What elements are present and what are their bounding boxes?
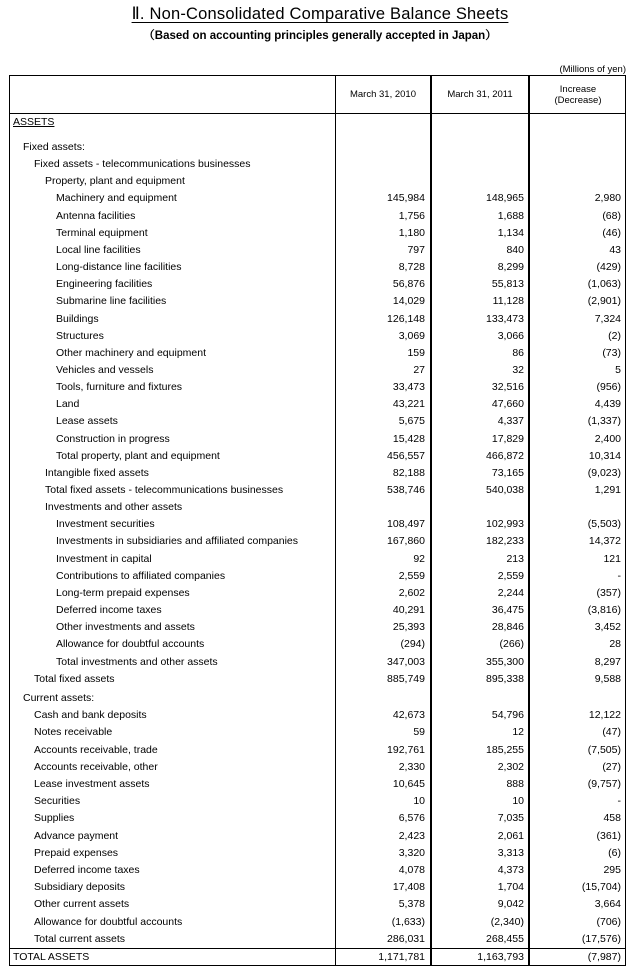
- row-label: Long-term prepaid expenses: [56, 586, 190, 599]
- value-2010: 17,408: [392, 881, 425, 894]
- value-2011: 11,128: [492, 295, 524, 308]
- column-header-change-line1: Increase: [559, 83, 597, 95]
- row-label: Contributions to affiliated companies: [56, 569, 226, 582]
- value-2011: 73,165: [491, 466, 524, 479]
- value-2011: 32: [512, 363, 524, 376]
- row-label: Fixed assets - telecommunications businesses: [34, 158, 251, 171]
- value-2011: 888: [506, 778, 524, 790]
- value-2011: 182,233: [486, 535, 524, 548]
- value-2011: 55,813: [491, 278, 524, 291]
- value-2010: 43,221: [392, 398, 425, 411]
- table-row: [10, 448, 625, 465]
- value-2010: 14,029: [392, 295, 425, 308]
- value-2010: 10,645: [392, 778, 425, 790]
- value-2011: 17,829: [491, 432, 524, 445]
- value-2010: 27: [413, 363, 425, 376]
- table-row: [10, 690, 625, 707]
- table-row: [10, 568, 625, 585]
- value-2011: 1,688: [497, 209, 524, 222]
- value-2011: 54,796: [491, 709, 524, 722]
- value-2010: 2,330: [398, 760, 425, 773]
- value-2011: 9,042: [497, 898, 524, 911]
- value-2011: 3,066: [497, 329, 524, 342]
- table-row: [10, 482, 625, 499]
- value-change: (1,337): [587, 415, 621, 428]
- table-row: [10, 862, 625, 879]
- balance-sheet-table: [9, 75, 626, 966]
- value-2011: 7,035: [497, 812, 524, 825]
- table-row: [10, 654, 625, 671]
- value-2011: 12: [512, 726, 524, 739]
- row-label: Deferred income taxes: [56, 604, 162, 617]
- page-subtitle: （Based on accounting principles generally accepted in Japan）: [143, 30, 497, 42]
- value-change: 14,372: [588, 535, 621, 548]
- value-change: 43: [609, 243, 621, 256]
- value-2010: 8,728: [398, 261, 425, 274]
- value-2010: 5,378: [398, 898, 425, 911]
- value-2011: 86: [512, 346, 524, 359]
- table-row: [10, 190, 625, 207]
- row-label: Vehicles and vessels: [56, 363, 154, 376]
- table-row: [10, 276, 625, 293]
- value-2011: 32,516: [491, 381, 524, 394]
- table-row: [10, 671, 625, 688]
- value-change: 5: [615, 363, 621, 376]
- row-label: Allowance for doubtful accounts: [34, 915, 183, 928]
- value-2011: 2,559: [497, 569, 524, 582]
- table-row: [10, 845, 625, 862]
- table-row: [10, 914, 625, 931]
- value-2010: 1,171,781: [378, 951, 425, 963]
- value-change: 295: [603, 864, 621, 876]
- value-2010: 25,393: [392, 621, 425, 634]
- column-header-2011: March 31, 2011: [447, 89, 513, 100]
- value-2010: 33,473: [392, 381, 425, 394]
- value-2010: 59: [413, 726, 425, 739]
- value-change: (47): [602, 726, 621, 739]
- value-change: 3,452: [594, 621, 621, 634]
- value-2010: 2,602: [398, 586, 425, 599]
- value-2010: 159: [407, 346, 425, 359]
- value-change: -: [617, 569, 621, 582]
- value-2011: 2,302: [497, 760, 524, 773]
- row-label: Investments and other assets: [45, 501, 183, 514]
- row-label: Total fixed assets: [34, 672, 115, 685]
- value-change: (73): [602, 346, 621, 359]
- value-change: 458: [603, 812, 621, 825]
- row-label: Accounts receivable, trade: [34, 743, 158, 756]
- value-2010: 92: [413, 552, 425, 565]
- table-row: [10, 345, 625, 362]
- row-label: Lease assets: [56, 415, 118, 428]
- table-row: [10, 362, 625, 379]
- value-2011: 133,473: [486, 312, 524, 325]
- value-change: 28: [609, 638, 621, 651]
- value-change: 2,980: [594, 192, 621, 205]
- column-header-2010: March 31, 2010: [349, 89, 416, 100]
- table-row: [10, 431, 625, 448]
- value-2011: 148,965: [486, 192, 524, 205]
- value-2010: 192,761: [387, 743, 425, 756]
- row-label: Submarine line facilities: [56, 295, 167, 308]
- row-label: Engineering facilities: [56, 278, 153, 291]
- value-2010: 885,749: [387, 672, 425, 685]
- table-row: [10, 139, 625, 156]
- row-label: Accounts receivable, other: [34, 760, 158, 773]
- row-label: Subsidiary deposits: [34, 881, 126, 894]
- value-2011: 1,134: [497, 226, 524, 239]
- table-row: [10, 328, 625, 345]
- table-row: [10, 551, 625, 568]
- row-label: TOTAL ASSETS: [13, 951, 90, 963]
- table-row: [10, 225, 625, 242]
- table-row: [10, 311, 625, 328]
- value-2010: 126,148: [387, 312, 425, 325]
- value-change: (6): [608, 846, 621, 859]
- value-2011: 185,255: [486, 743, 524, 756]
- value-2011: 4,373: [497, 864, 524, 876]
- value-change: (17,576): [581, 932, 621, 945]
- value-2010: 82,188: [392, 466, 425, 479]
- row-label: Structures: [56, 329, 104, 342]
- row-label: Advance payment: [34, 829, 119, 842]
- value-2010: 1,180: [398, 226, 425, 239]
- value-change: 121: [603, 552, 621, 565]
- value-2011: 10: [512, 795, 524, 808]
- value-2010: 1,756: [398, 209, 425, 222]
- table-row: [10, 602, 625, 619]
- row-label: Construction in progress: [56, 432, 170, 445]
- value-2011: 1,163,793: [477, 951, 524, 963]
- value-2010: 456,557: [387, 449, 425, 462]
- value-2010: 538,746: [387, 484, 425, 496]
- value-2010: 2,559: [398, 569, 425, 582]
- value-2010: 40,291: [392, 604, 425, 617]
- row-label: Current assets:: [23, 692, 95, 704]
- column-header-change: [530, 76, 626, 113]
- value-2011: (2,340): [490, 915, 524, 928]
- value-2011: 355,300: [486, 655, 524, 668]
- table-row: [10, 114, 625, 131]
- value-change: (7,505): [587, 743, 621, 756]
- table-row: [10, 516, 625, 533]
- table-row: [10, 585, 625, 602]
- value-change: (5,503): [587, 518, 621, 531]
- value-2011: 36,475: [491, 604, 524, 617]
- value-change: (1,063): [587, 278, 621, 291]
- row-label: Intangible fixed assets: [45, 466, 149, 479]
- value-change: 8,297: [594, 655, 621, 668]
- table-row: [10, 396, 625, 413]
- row-label: Total current assets: [34, 932, 126, 945]
- row-label: Tools, furniture and fixtures: [56, 381, 183, 394]
- value-2010: 167,860: [387, 535, 425, 548]
- value-2011: 102,993: [486, 518, 524, 531]
- row-label: Antenna facilities: [56, 209, 136, 222]
- value-change: 12,122: [588, 709, 621, 722]
- table-row: [10, 724, 625, 741]
- value-2011: 28,846: [491, 621, 524, 634]
- value-2010: 3,069: [398, 329, 425, 342]
- value-change: 1,291: [594, 484, 621, 496]
- value-2010: (294): [400, 638, 425, 651]
- value-change: 4,439: [594, 398, 621, 411]
- value-change: (2): [608, 329, 621, 342]
- table-row: [10, 533, 625, 550]
- row-label: Prepaid expenses: [34, 846, 119, 859]
- value-2011: 4,337: [497, 415, 524, 428]
- value-2010: 56,876: [392, 278, 425, 291]
- value-change: (361): [596, 829, 621, 842]
- table-row: [10, 776, 625, 793]
- value-2010: 5,675: [398, 415, 425, 428]
- value-change: (706): [596, 915, 621, 928]
- page-title: Ⅱ. Non-Consolidated Comparative Balance Sheets: [131, 5, 509, 23]
- row-label: Local line facilities: [56, 243, 141, 256]
- table-row: [10, 413, 625, 430]
- table-row: [10, 742, 625, 759]
- value-2010: (1,633): [391, 915, 425, 928]
- value-change: (15,704): [581, 881, 621, 894]
- table-row: [10, 759, 625, 776]
- table-row: [10, 465, 625, 482]
- value-2010: 347,003: [387, 655, 425, 668]
- table-row: [10, 156, 625, 173]
- value-2010: 2,423: [398, 829, 425, 842]
- table-row: [10, 793, 625, 810]
- value-2010: 6,576: [398, 812, 425, 825]
- row-label: Other current assets: [34, 898, 130, 911]
- value-change: (9,023): [587, 466, 621, 479]
- value-change: 9,588: [594, 672, 621, 685]
- value-change: (27): [602, 760, 621, 773]
- row-label: Allowance for doubtful accounts: [56, 638, 205, 651]
- row-label: Other machinery and equipment: [56, 346, 206, 359]
- value-2010: 4,078: [398, 864, 425, 876]
- value-change: 2,400: [594, 432, 621, 445]
- value-2011: 3,313: [497, 846, 524, 859]
- value-2011: 895,338: [486, 672, 524, 685]
- value-change: (9,757): [587, 778, 621, 790]
- row-label: Supplies: [34, 812, 75, 825]
- value-change: 10,314: [588, 449, 621, 462]
- row-label: Cash and bank deposits: [34, 709, 147, 722]
- row-label: ASSETS: [13, 116, 55, 128]
- row-label: Other investments and assets: [56, 621, 195, 634]
- table-row: [10, 208, 625, 225]
- table-row: [10, 259, 625, 276]
- value-change: (68): [602, 209, 621, 222]
- row-label: Investment securities: [56, 518, 155, 531]
- value-change: (2,901): [587, 295, 621, 308]
- value-2011: 268,455: [486, 932, 524, 945]
- row-label: Fixed assets:: [23, 141, 85, 153]
- table-row: [10, 896, 625, 913]
- value-change: (429): [596, 261, 621, 274]
- value-2010: 145,984: [387, 192, 425, 205]
- value-2010: 286,031: [387, 932, 425, 945]
- table-row: [10, 828, 625, 845]
- table-row: [10, 931, 625, 948]
- table-row: [10, 379, 625, 396]
- value-2010: 10: [413, 795, 425, 808]
- value-2011: (266): [499, 638, 524, 651]
- row-label: Lease investment assets: [34, 778, 150, 790]
- row-label: Total fixed assets - telecommunications businesses: [45, 484, 284, 496]
- value-2011: 2,244: [497, 586, 524, 599]
- value-change: (357): [596, 586, 621, 599]
- table-row: [10, 879, 625, 896]
- value-change: (956): [596, 381, 621, 394]
- row-label: Notes receivable: [34, 726, 113, 739]
- value-2011: 8,299: [497, 261, 524, 274]
- table-row: [10, 949, 625, 966]
- row-label: Buildings: [56, 312, 99, 325]
- value-2011: 840: [506, 243, 524, 256]
- value-change: (46): [602, 226, 621, 239]
- value-2011: 1,704: [497, 881, 524, 894]
- value-2010: 108,497: [387, 518, 425, 531]
- row-label: Investment in capital: [56, 552, 152, 565]
- value-2010: 797: [407, 243, 425, 256]
- row-label: Total investments and other assets: [56, 655, 218, 668]
- value-change: (3,816): [587, 604, 621, 617]
- value-change: 7,324: [594, 312, 621, 325]
- column-header-change-line2: (Decrease): [554, 94, 602, 106]
- table-row: [10, 707, 625, 724]
- value-change: 3,664: [594, 898, 621, 911]
- table-row: [10, 293, 625, 310]
- value-2010: 3,320: [398, 846, 425, 859]
- value-2011: 47,660: [491, 398, 524, 411]
- value-2011: 540,038: [486, 484, 524, 496]
- row-label: Property, plant and equipment: [45, 175, 185, 188]
- value-change: -: [617, 795, 621, 808]
- value-2011: 213: [506, 552, 524, 565]
- row-label: Land: [56, 398, 80, 411]
- value-2011: 466,872: [486, 449, 524, 462]
- table-row: [10, 636, 625, 653]
- row-label: Terminal equipment: [56, 226, 148, 239]
- table-row: [10, 619, 625, 636]
- value-2010: 42,673: [392, 709, 425, 722]
- row-label: Total property, plant and equipment: [56, 449, 220, 462]
- row-label: Long-distance line facilities: [56, 261, 182, 274]
- value-2011: 2,061: [497, 829, 524, 842]
- unit-note: (Millions of yen): [559, 64, 626, 75]
- table-row: [10, 499, 625, 516]
- table-row: [10, 242, 625, 259]
- value-2010: 15,428: [392, 432, 425, 445]
- row-label: Investments in subsidiaries and affiliated companies: [56, 535, 299, 548]
- table-row: [10, 173, 625, 190]
- row-label: Machinery and equipment: [56, 192, 177, 205]
- row-label: Securities: [34, 795, 81, 808]
- value-change: (7,987): [587, 951, 621, 963]
- row-label: Deferred income taxes: [34, 864, 140, 876]
- table-row: [10, 810, 625, 827]
